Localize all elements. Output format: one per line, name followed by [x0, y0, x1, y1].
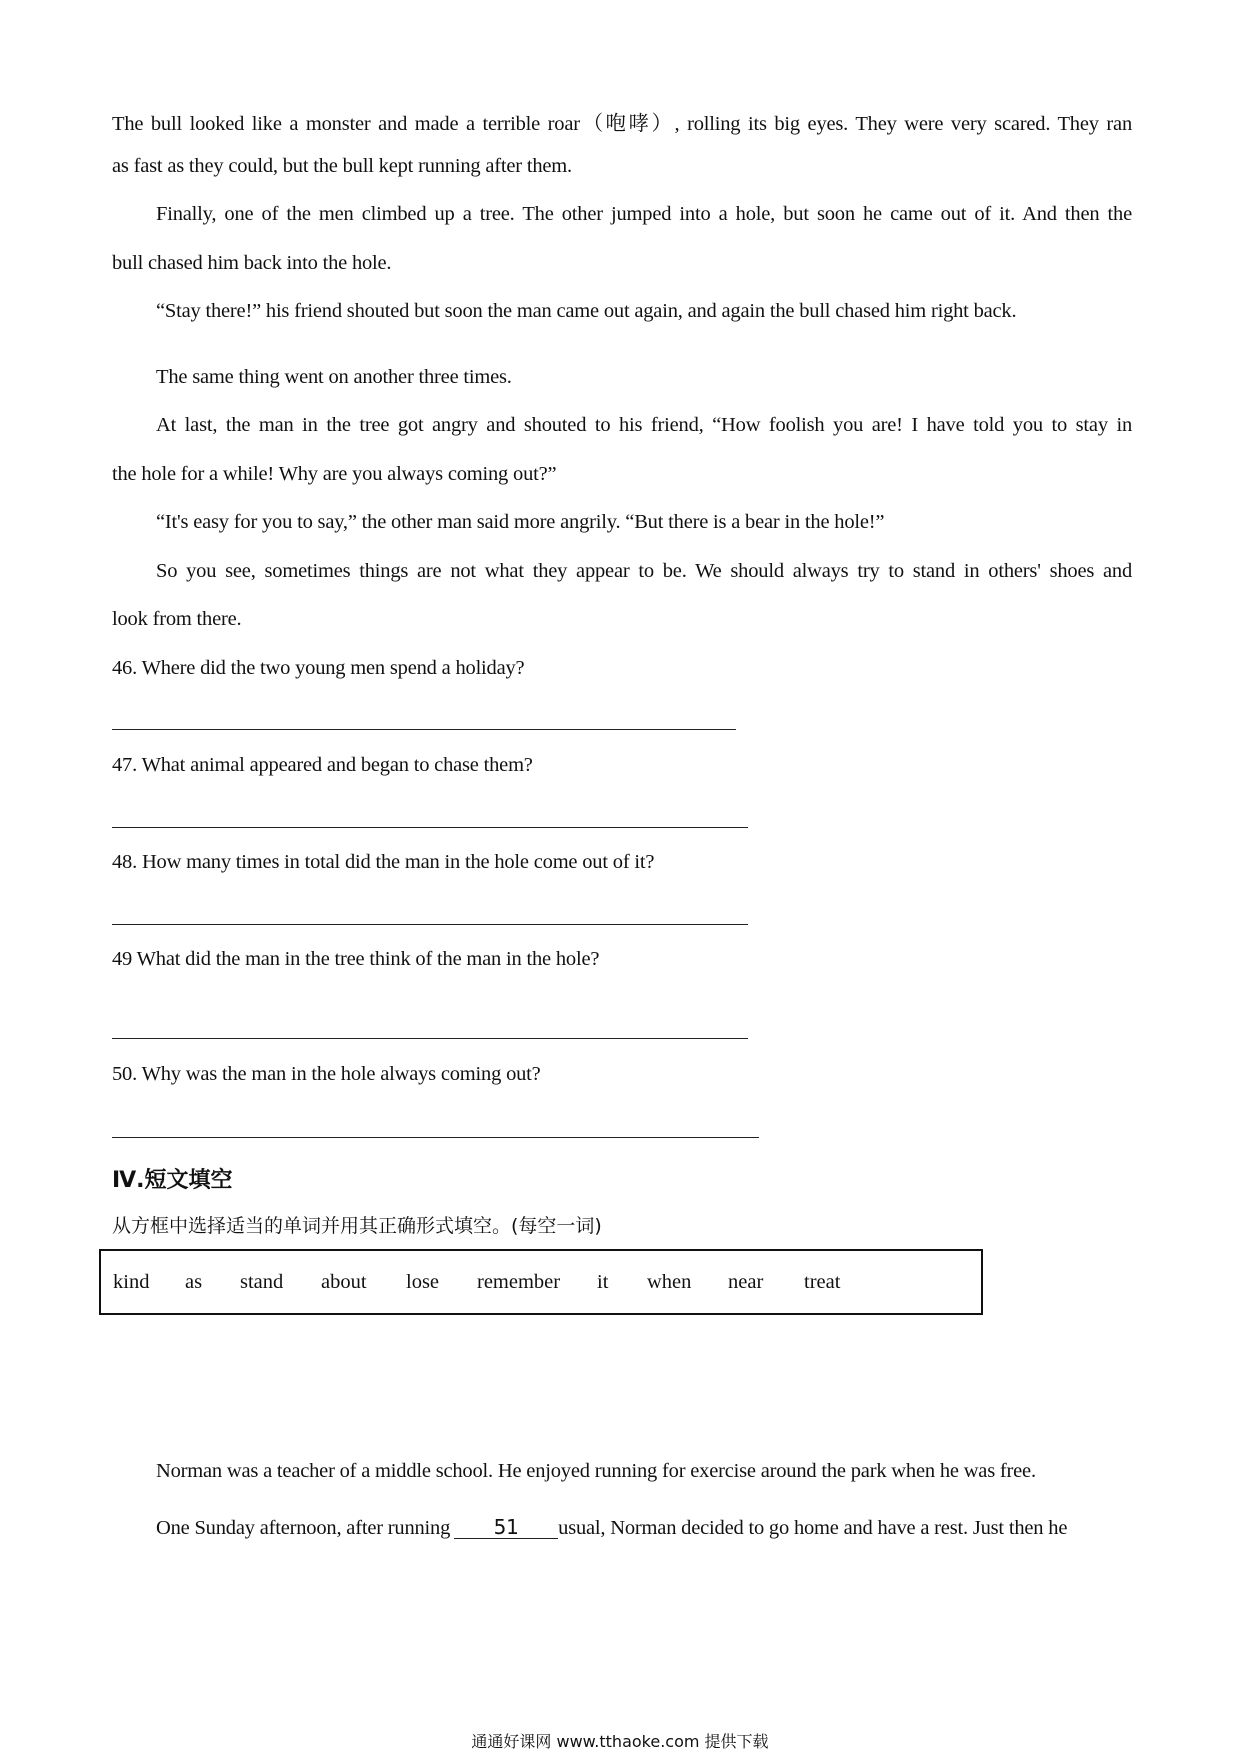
word-option: when [647, 1271, 692, 1293]
passage-line: the hole for a while! Why are you always coming out?” [112, 463, 557, 485]
passage-line: “Stay there!” his friend shouted but soon the man came out again, and again the bull chased him right back. [156, 300, 1017, 322]
answer-line-46[interactable] [112, 729, 736, 730]
word-option: treat [804, 1271, 841, 1293]
passage-line: At last, the man in the tree got angry and shouted to his friend, “How foolish you are! I have told you to stay in [156, 414, 1132, 436]
word-option: near [728, 1271, 764, 1293]
passage2-text-before: One Sunday afternoon, after running [156, 1517, 451, 1539]
passage2-line: Norman was a teacher of a middle school. He enjoyed running for exercise around the park when he was free. [156, 1460, 1036, 1482]
section-instruction: 从方框中选择适当的单词并用其正确形式填空。(每空一词) [112, 1215, 602, 1237]
answer-line-47[interactable] [112, 827, 748, 828]
question-49: 49 What did the man in the tree think of the man in the hole? [112, 948, 600, 970]
question-46: 46. Where did the two young men spend a holiday? [112, 657, 525, 679]
passage-line: The bull looked like a monster and made a terrible roar（咆哮）, rolling its big eyes. They were very scared. They ran [112, 113, 1132, 135]
page-footer: 通通好课网 www.tthaoke.com 提供下载 [471, 1732, 769, 1751]
word-option: about [321, 1271, 367, 1293]
passage-line: The same thing went on another three times. [156, 366, 512, 388]
answer-line-50[interactable] [112, 1137, 759, 1138]
word-option: it [597, 1271, 609, 1293]
passage-line: Finally, one of the men climbed up a tree. The other jumped into a hole, but soon he came out of it. And then the [156, 203, 1132, 225]
word-option: as [185, 1271, 203, 1293]
passage-line: bull chased him back into the hole. [112, 252, 392, 274]
word-option: kind [113, 1271, 150, 1293]
question-48: 48. How many times in total did the man in the hole come out of it? [112, 851, 655, 873]
blank-51[interactable]: 51 [454, 1516, 558, 1539]
question-50: 50. Why was the man in the hole always coming out? [112, 1063, 541, 1085]
answer-line-48[interactable] [112, 924, 748, 925]
passage-line: as fast as they could, but the bull kept running after them. [112, 155, 572, 177]
word-option: stand [240, 1271, 284, 1293]
passage-line: look from there. [112, 608, 242, 630]
word-option: remember [477, 1271, 561, 1293]
passage2-line [156, 1516, 1132, 1540]
word-box [99, 1249, 983, 1315]
section-title: Ⅳ.短文填空 [112, 1168, 233, 1193]
passage2-text-after: usual, Norman decided to go home and have a rest. Just then he [558, 1517, 1068, 1539]
passage-line: “It's easy for you to say,” the other man said more angrily. “But there is a bear in the hole!” [156, 511, 885, 533]
passage-line: So you see, sometimes things are not what they appear to be. We should always try to stand in others' shoes and [156, 560, 1132, 582]
question-47: 47. What animal appeared and began to chase them? [112, 754, 533, 776]
word-option: lose [406, 1271, 440, 1293]
answer-line-49[interactable] [112, 1038, 748, 1039]
